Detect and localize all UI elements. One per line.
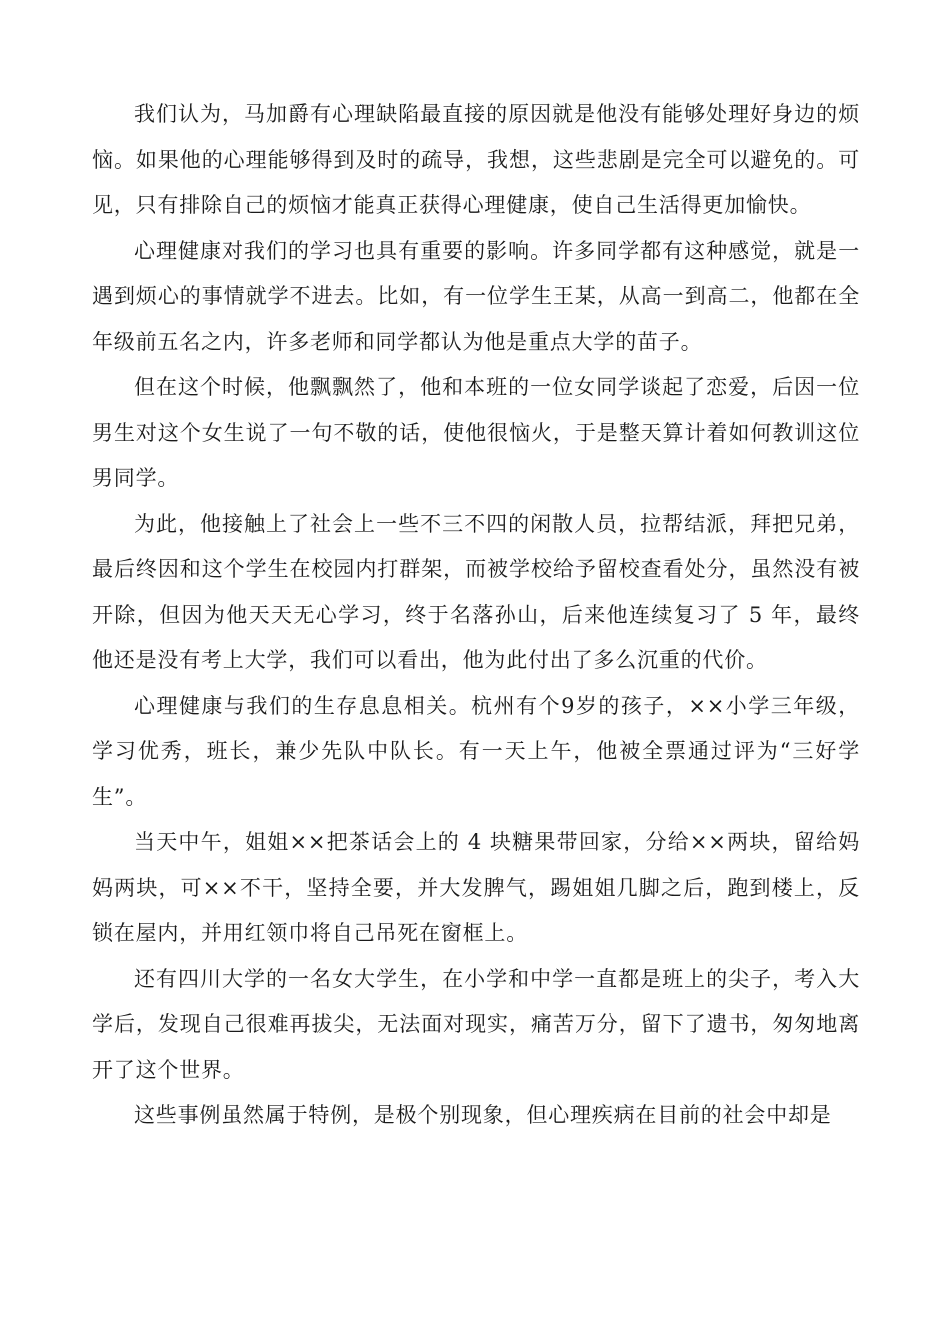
- paragraph: 我们认为，马加爵有心理缺陷最直接的原因就是他没有能够处理好身边的烦恼。如果他的心理能够得到及时的疏导，我想，这些悲剧是完全可以避免的。可见，只有排除自己的烦恼才能真正获得心理健康，使自己生活得更加愉快。: [92, 102, 860, 217]
- paragraph: 还有四川大学的一名女大学生，在小学和中学一直都是班上的尖子，考入大学后，发现自己很难再拔尖，无法面对现实，痛苦万分，留下了遗书，匆匆地离开了这个世界。: [92, 966, 860, 1082]
- paragraph: 为此，他接触上了社会上一些不三不四的闲散人员，拉帮结派，拜把兄弟，最后终因和这个学生在校园内打群架，而被学校给予留校查看处分，虽然没有被开除，但因为他天天无心学习，终于名落孙山，后来他连续复习了 5 年，最终他还是没有考上大学，我们可以看出，他为此付出了多么沉重的代价。: [92, 511, 860, 672]
- paragraph: 但在这个时候，他飘飘然了，他和本班的一位女同学谈起了恋爱，后因一位男生对这个女生说了一句不敬的话，使他很恼火，于是整天算计着如何教训这位男同学。: [92, 375, 860, 490]
- document-body: [92, 92, 860, 1139]
- paragraph: 心理健康对我们的学习也具有重要的影响。许多同学都有这种感觉，就是一遇到烦心的事情就学不进去。比如，有一位学生王某，从高一到高二，他都在全年级前五名之内，许多老师和同学都认为他是重点大学的苗子。: [92, 238, 860, 354]
- paragraph: 这些事例虽然属于特例，是极个别现象，但心理疾病在目前的社会中却是: [134, 1103, 832, 1127]
- paragraph: 当天中午，姐姐××把茶话会上的 4 块糖果带回家，分给××两块，留给妈妈两块，可××不干，坚持全要，并大发脾气，踢姐姐几脚之后，跑到楼上，反锁在屋内，并用红领巾将自己吊死在窗框上。: [92, 830, 860, 945]
- paragraph: 心理健康与我们的生存息息相关。杭州有个9岁的孩子，××小学三年级，学习优秀，班长，兼少先队中队长。有一天上午，他被全票通过评为“三好学生”。: [92, 693, 860, 809]
